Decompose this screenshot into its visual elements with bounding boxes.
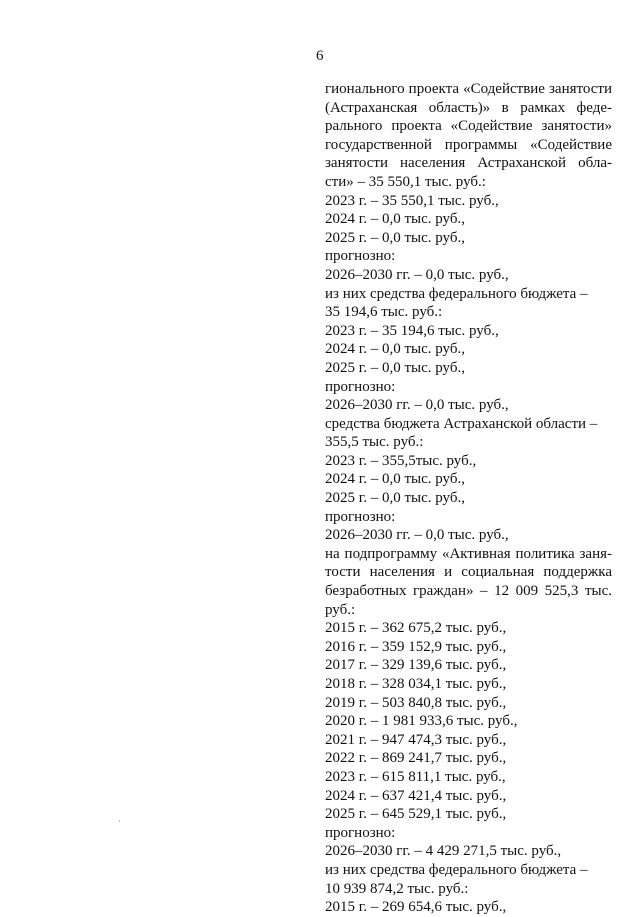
- document-text-column: [325, 80, 612, 917]
- text-line: 2025 г. – 0,0 тыс. руб.,: [325, 229, 465, 246]
- text-line: прогнозно:: [325, 508, 396, 525]
- text-line: прогнозно:: [325, 824, 396, 841]
- text-line: 2015 г. – 269 654,6 тыс. руб.,: [325, 899, 507, 916]
- text-line: 2016 г. – 359 152,9 тыс. руб.,: [325, 638, 507, 655]
- text-line: безработных граждан» – 12 009 525,3 тыс.: [325, 583, 612, 600]
- text-line: 2019 г. – 503 840,8 тыс. руб.,: [325, 694, 507, 711]
- text-line: 2018 г. – 328 034,1 тыс. руб.,: [325, 676, 507, 692]
- text-line: 2025 г. – 0,0 тыс. руб.,: [325, 359, 465, 376]
- text-line: 2021 г. – 947 474,3 тыс. руб.,: [325, 731, 507, 748]
- text-line: 2026–2030 гг. – 0,0 тыс. руб.,: [325, 527, 509, 544]
- text-line: 2024 г. – 0,0 тыс. руб.,: [325, 211, 465, 228]
- text-line: (Астраханская область)» в рамках феде-: [325, 99, 612, 116]
- text-line: 2024 г. – 637 421,4 тыс. руб.,: [325, 787, 507, 804]
- text-line: 2024 г. – 0,0 тыс. руб.,: [325, 341, 465, 358]
- text-line: 2017 г. – 329 139,6 тыс. руб.,: [325, 657, 507, 674]
- text-line: руб.:: [325, 601, 356, 618]
- text-line: 2015 г. – 362 675,2 тыс. руб.,: [325, 620, 507, 637]
- text-line: средства бюджета Астраханской области –: [325, 415, 598, 432]
- text-line: 355,5 тыс. руб.:: [325, 434, 424, 451]
- text-line: тости населения и социальная поддержка: [325, 564, 612, 581]
- text-line: рального проекта «Содействие занятости»: [325, 118, 612, 135]
- text-line: 2022 г. – 869 241,7 тыс. руб.,: [325, 750, 507, 767]
- text-line: 2026–2030 гг. – 0,0 тыс. руб.,: [325, 266, 509, 283]
- text-line: на подпрограмму «Активная политика заня-: [325, 545, 612, 562]
- text-line: 2026–2030 гг. – 0,0 тыс. руб.,: [325, 397, 509, 414]
- text-line: занятости населения Астраханской обла-: [325, 155, 612, 172]
- text-line: 35 194,6 тыс. руб.:: [325, 304, 443, 321]
- text-line: 2025 г. – 0,0 тыс. руб.,: [325, 490, 465, 507]
- page-number: 6: [316, 48, 324, 64]
- text-line: государственной программы «Содействие: [325, 136, 612, 153]
- text-line: 2023 г. – 35 550,1 тыс. руб.,: [325, 192, 499, 209]
- text-line: 2023 г. – 355,5тыс. руб.,: [325, 452, 477, 469]
- text-line: прогнозно:: [325, 378, 396, 395]
- text-line: сти» – 35 550,1 тыс. руб.:: [325, 173, 486, 190]
- text-line: 2025 г. – 645 529,1 тыс. руб.,: [325, 806, 507, 823]
- text-line: из них средства федерального бюджета –: [325, 861, 588, 878]
- text-line: 2020 г. – 1 981 933,6 тыс. руб.,: [325, 713, 518, 730]
- text-line: гионального проекта «Содействие занятости: [325, 81, 612, 97]
- text-line: из них средства федерального бюджета –: [325, 285, 588, 302]
- text-line: прогнозно:: [325, 248, 396, 265]
- text-line: 2024 г. – 0,0 тыс. руб.,: [325, 471, 465, 488]
- text-line: 10 939 874,2 тыс. руб.:: [325, 880, 469, 897]
- text-line: 2023 г. – 35 194,6 тыс. руб.,: [325, 322, 499, 339]
- text-line: 2023 г. – 615 811,1 тыс. руб.,: [325, 768, 506, 785]
- text-line: 2026–2030 гг. – 4 429 271,5 тыс. руб.,: [325, 843, 562, 860]
- scan-artifact-mark: [119, 820, 120, 822]
